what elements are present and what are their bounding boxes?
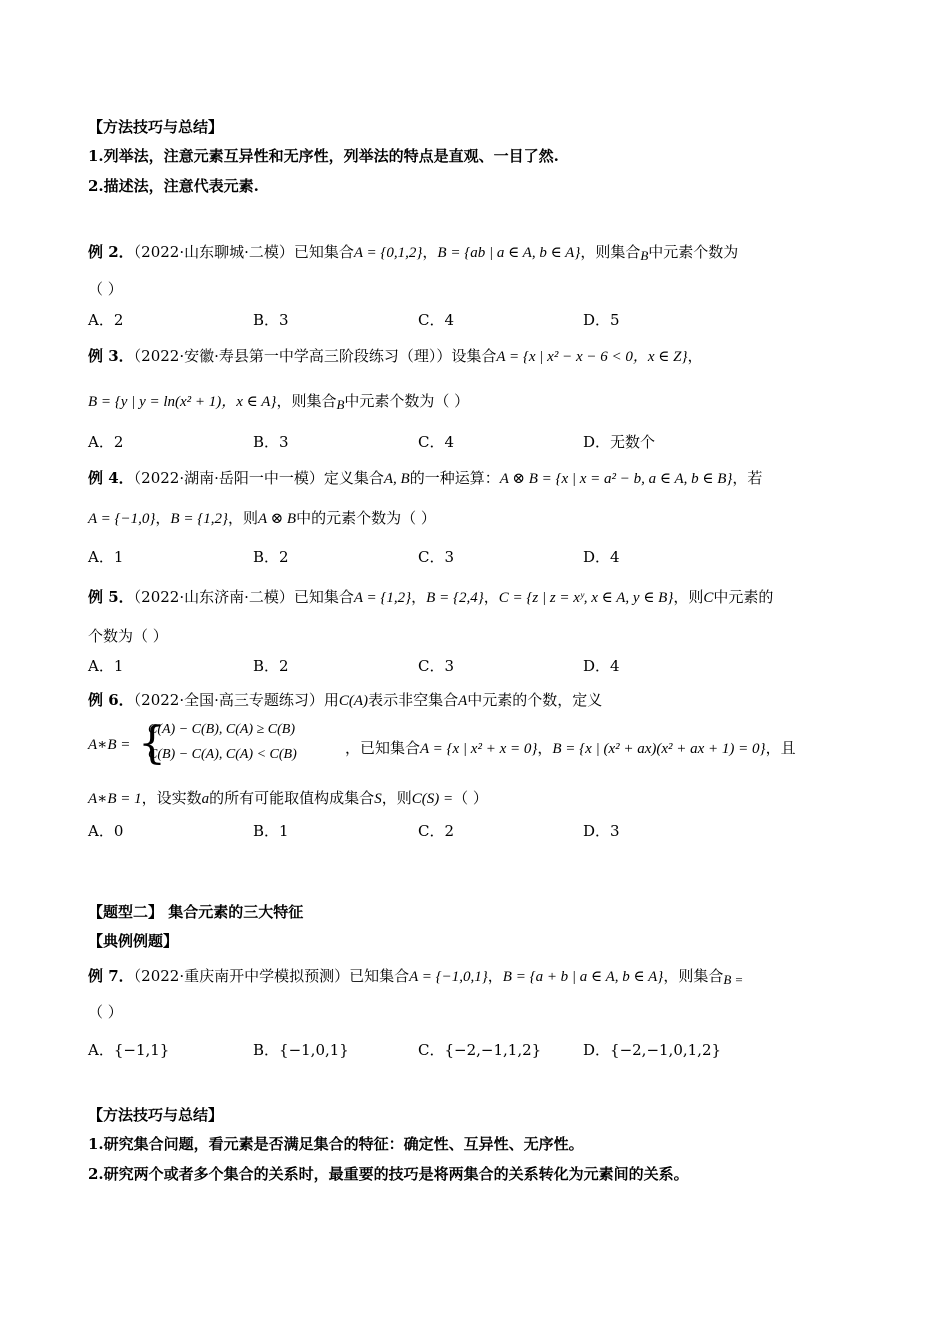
method-summary-heading-2: 【方法技巧与总结】 (88, 1106, 224, 1124)
operation-definition: A ⊗ B = {x | x = a² − b, a ∈ A, b ∈ B} (499, 471, 733, 487)
option-a: A．1 (88, 657, 124, 675)
typical-examples-heading: 【典例例题】 (88, 932, 179, 950)
example-5-line-1: 例 5．（2022·山东济南·二模）已知集合A = {1,2}，B = {2,4}，C = {z | z = xʸ, x ∈ A, y ∈ B}，则C中元素的 (88, 588, 774, 606)
example-6-line-3: A∗B = 1，设实数a的所有可能取值构成集合S，则C(S) =（ ） (88, 789, 488, 807)
option-b: B．2 (253, 548, 289, 566)
option-b: B．3 (253, 433, 289, 451)
option-a: A．2 (88, 311, 124, 329)
left-brace-icon: { (138, 718, 166, 769)
option-c: C．2 (418, 822, 455, 840)
method-point-1: 1.研究集合问题，看元素是否满足集合的特征：确定性、互异性、无序性。 (88, 1135, 584, 1153)
set-a: A = {1,2} (353, 590, 412, 606)
example-6-line-1: 例 6．（2022·全国·高三专题练习）用C(A)表示非空集合A中元素的个数，定义 (88, 691, 603, 709)
option-d: D．4 (583, 657, 620, 675)
option-c: C．4 (418, 311, 455, 329)
example-label: 例 7． (88, 967, 134, 985)
example-label: 例 3． (88, 347, 134, 365)
method-point-2: 2.描述法，注意代表元素. (88, 177, 259, 195)
option-c: C．{−2,−1,1,2} (418, 1041, 542, 1059)
question-type-2-heading: 【题型二】 集合元素的三大特征 (88, 903, 304, 921)
option-a: A．0 (88, 822, 124, 840)
option-b: B．{−1,0,1} (253, 1041, 349, 1059)
option-a: A．{−1,1} (88, 1041, 170, 1059)
option-d: D．4 (583, 548, 620, 566)
set-b: B = {a + b | a ∈ A, b ∈ A} (502, 969, 664, 985)
case-1: C(A) − C(B), C(A) ≥ C(B) (148, 722, 295, 737)
option-c: C．3 (418, 657, 455, 675)
example-5-line-2: 个数为（ ） (88, 627, 168, 645)
answer-paren: （ ） (88, 1003, 123, 1021)
answer-paren: （ ） (88, 280, 123, 298)
set-b: B = {x | (x² + ax)(x² + ax + 1) = 0} (552, 741, 766, 757)
example-label: 例 4． (88, 469, 134, 487)
option-d: D．{−2,−1,0,1,2} (583, 1041, 722, 1059)
example-4-line-1: 例 4．（2022·湖南·岳阳一中一模）定义集合A, B的一种运算：A ⊗ B = {x | x = a² − b, a ∈ A, b ∈ B}，若 (88, 469, 763, 487)
example-3-line-2: B = {y | y = ln(x² + 1)，x ∈ A}，则集合B中元素个数为（ ） (88, 392, 470, 412)
option-b: B．3 (253, 311, 289, 329)
set-a: A = {0,1,2} (353, 245, 423, 261)
option-a: A．2 (88, 433, 124, 451)
example-4-line-2: A = {−1,0}，B = {1,2}，则A ⊗ B中的元素个数为（ ） (88, 509, 436, 527)
example-label: 例 6． (88, 691, 134, 709)
example-6-line-2: ，已知集合A = {x | x² + x = 0}，B = {x | (x² + ax)(x² + ax + 1) = 0}，且 (345, 739, 796, 757)
example-2-line-1: 例 2．（2022·山东聊城·二模）已知集合A = {0,1,2}，B = {ab | a ∈ A, b ∈ A}，则集合B中元素个数为 (88, 243, 739, 263)
example-label: 例 2． (88, 243, 134, 261)
set-b: B = {1,2} (170, 511, 228, 527)
example-3-line-1: 例 3．（2022·安徽·寿县第一中学高三阶段练习（理））设集合A = {x | x² − x − 6 < 0，x ∈ Z}， (88, 347, 703, 365)
set-a: A = {x | x² − x − 6 < 0，x ∈ Z} (496, 349, 688, 365)
set-c: C = {z | z = xʸ, x ∈ A, y ∈ B} (498, 590, 674, 606)
set-a: A = {−1,0} (88, 511, 156, 527)
set-a: A = {x | x² + x = 0} (420, 741, 538, 757)
option-b: B．1 (253, 822, 289, 840)
set-a: A = {−1,0,1} (409, 969, 488, 985)
example-7-line-1: 例 7．（2022·重庆南开中学模拟预测）已知集合A = {−1,0,1}，B = {a + b | a ∈ A, b ∈ A}，则集合B = (88, 967, 744, 987)
option-a: A．1 (88, 548, 124, 566)
option-c: C．3 (418, 548, 455, 566)
method-point-1: 1.列举法，注意元素互异性和无序性，列举法的特点是直观、一目了然. (88, 147, 559, 165)
option-b: B．2 (253, 657, 289, 675)
set-b: B = {2,4} (426, 590, 484, 606)
method-point-2: 2.研究两个或者多个集合的关系时，最重要的技巧是将两集合的关系转化为元素间的关系。 (88, 1165, 689, 1183)
option-d: D．3 (583, 822, 620, 840)
set-b: B = {y | y = ln(x² + 1)，x ∈ A} (88, 394, 277, 410)
option-c: C．4 (418, 433, 455, 451)
set-b: B = {ab | a ∈ A, b ∈ A} (437, 245, 581, 261)
case-2: C(B) − C(A), C(A) < C(B) (148, 747, 297, 762)
method-summary-heading: 【方法技巧与总结】 (88, 118, 224, 136)
example-label: 例 5． (88, 588, 134, 606)
option-d: D．5 (583, 311, 620, 329)
option-d: D．无数个 (583, 433, 656, 451)
